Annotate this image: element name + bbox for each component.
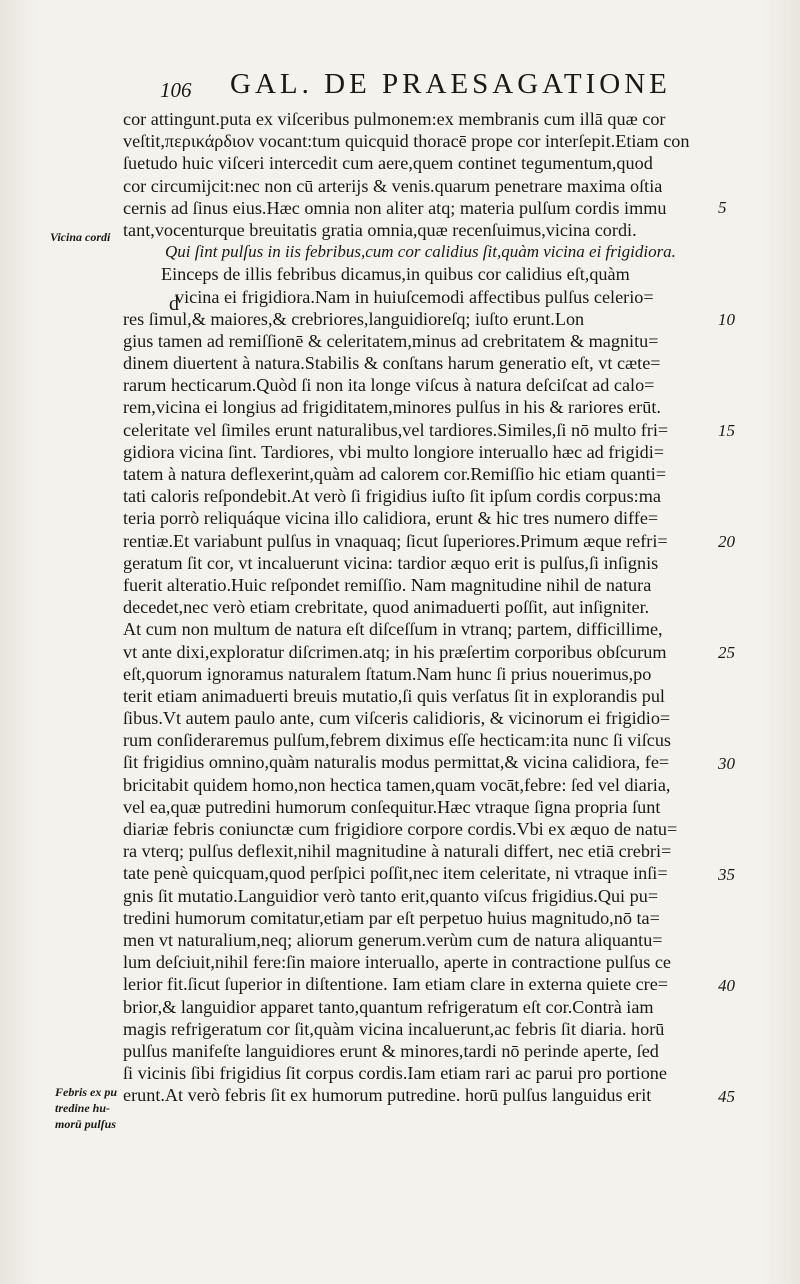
text-line: rum conſideraremus pulſum,febrem diximus eſſe hecticam:ita nunc ſi viſcus	[123, 730, 671, 751]
folio-number: 106	[160, 78, 192, 102]
text-line: tatem à natura deflexerint,quàm ad calorem cor.Remiſſio hic etiam quanti=	[123, 464, 667, 484]
margin-note-febris-line: tredine hu-	[55, 1101, 111, 1115]
page-header	[160, 68, 720, 108]
section-heading: Qui ſint pulſus in iis febribus,cum cor calidius ſit,quàm vicina ei frigidiora.	[165, 242, 676, 262]
text-line: terit etiam animaduerti breuis mutatio,ſi quis verſatus ſit in explorandis pul	[123, 685, 665, 706]
line-number: 25	[718, 643, 735, 662]
line-number: 45	[718, 1087, 735, 1106]
text-line: dinem diuertent à natura.Stabilis & conſtans harum generatio eſt, vt cæte=	[123, 353, 661, 374]
text-line: res ſimul,& maiores,& crebriores,languidioreſq; iuſto erunt.Lon	[123, 308, 585, 329]
text-line: ſibus.Vt autem paulo ante, cum viſceris calidioris, & vicinorum ei frigidio=	[123, 708, 671, 729]
text-line: fuerit alteratio.Huic reſpondet remiſſio. Nam magnitudine nihil de natura	[123, 574, 652, 595]
text-line: tate penè quicquam,quod perſpici poſſit,nec item celeritate, ni vtraque inſi=	[123, 863, 668, 884]
text-line: vel ea,quæ putredini humorum conſequitur.Hæc vtraque ſigna propria ſunt	[123, 796, 661, 817]
margin-note-febris	[55, 1084, 117, 1132]
text-line: cor circumijcit:nec non cū arterijs & venis.quarum penetrare maxima oſtia	[123, 175, 663, 196]
text-line: cor attingunt.puta ex viſceribus pulmonem:ex membranis cum illā quæ cor	[123, 109, 666, 129]
line-number: 20	[718, 532, 735, 551]
text-line: geratum ſit cor, vt incaluerunt vicina: tardior æquo erit is pulſus,ſi inſignis	[123, 552, 659, 573]
text-line: gnis ſit mutatio.Languidior verò tanto erit,quanto viſcus frigidius.Qui pu=	[123, 885, 659, 906]
text-line: diariæ febris coniunctæ cum frigidiore corpore cordis.Vbi ex æquo de natu=	[123, 819, 678, 839]
text-line: ra vterq; pulſus deflexit,nihil magnitudine à naturali differt, nec etiā crebri=	[123, 841, 672, 862]
text-line: bricitabit quidem homo,non hectica tamen,quam vocāt,febre: ſed vel diaria,	[123, 774, 671, 795]
text-line: celeritate vel ſimiles erunt naturalibus,vel tardiores.Similes,ſi nō multo fri=	[123, 419, 669, 440]
text-line: tant,vocenturque breuitatis gratia omnia,quæ recenſuimus,vicina cordi.	[123, 219, 637, 240]
line-number: 35	[718, 865, 735, 884]
line-number: 10	[718, 310, 735, 329]
text-line: tati caloris reſpondebit.At verò ſi frigidius iuſto ſit ipſum cordis corpus:ma	[123, 486, 661, 507]
text-line: ſit frigidius omnino,quàm naturalis modus permittat,& vicina calidiora, fe=	[123, 752, 670, 773]
text-line: veſtit,περικάρδιον vocant:tum quicquid thoracē prope cor interſepit.Etiam con	[123, 131, 690, 152]
text-line: gidiora vicina ſint. Tardiores, vbi multo longiore interuallo hæc ad frigidi=	[123, 441, 665, 462]
text-line: rarum hecticarum.Quòd ſi non ita longe viſcus à natura deſciſcat ad calo=	[123, 375, 655, 396]
line-number: 30	[718, 754, 735, 773]
text-line: decedet,nec verò etiam crebritate, quod animaduerti poſſit, aut inſigniter.	[123, 597, 650, 618]
text-line: eſt,quorum ignoramus naturalem ſtatum.Nam hunc ſi prius nouerimus,po	[123, 663, 652, 684]
text-line: cernis ad ſinus eius.Hæc omnia non aliter atq; materia pulſum cordis immu	[123, 197, 667, 218]
line-number: 5	[718, 198, 727, 217]
text-line: ſi vicinis ſibi frigidius ſit corpus cordis.Iam etiam rari ac parui pro portione	[123, 1063, 667, 1084]
margin-note-vicina-cordi: Vicina cordi	[50, 230, 111, 244]
text-line: rentiæ.Et variabunt pulſus in vnaquaq; ſicut ſuperiores.Primum æque refri=	[123, 530, 668, 551]
margin-note-febris-line: morū pulſus	[55, 1117, 117, 1131]
text-block	[123, 108, 718, 1106]
text-line: lerior fit.ſicut ſuperior in diſtentione. Iam etiam clare in externa quiete cre=	[123, 974, 669, 995]
text-line: tredini humorum comitatur,etiam par eſt perpetuo huius magnitudo,nō ta=	[123, 907, 660, 928]
line-number: 40	[718, 976, 735, 995]
text-line: gius tamen ad remiſſionē & celeritatem,minus ad crebritatem & magnitu=	[123, 330, 659, 351]
text-line: vicina ei frigidiora.Nam in huiuſcemodi affectibus pulſus celerio=	[175, 286, 654, 307]
text-line: lum deſciuit,nihil fere:ſin maiore interuallo, aperte in contractione pulſus ce	[123, 952, 671, 973]
marginal-letter: d	[169, 293, 179, 315]
text-line: At cum non multum de natura eſt diſceſſum in vtranq; partem, difficillime,	[123, 619, 663, 640]
text-line: pulſus manifeſte languidiores erunt & minores,tardi nō perinde aperte, ſed	[123, 1040, 659, 1061]
text-line: magis refrigeratum cor ſit,quàm vicina incaluerunt,ac febris ſit diaria. horū	[123, 1018, 665, 1039]
running-head: GAL. DE PRAESAGATIONE	[230, 68, 671, 100]
text-line: brior,& languidior apparet tanto,quantum refrigeratum eſt cor.Contrà iam	[123, 996, 654, 1017]
text-line: rem,vicina ei longius ad frigiditatem,minores pulſus in his & rariores erūt.	[123, 397, 661, 418]
text-line: erunt.At verò febris ſit ex humorum putredine. horū pulſus languidus erit	[123, 1085, 652, 1106]
text-line: vt ante dixi,exploratur diſcrimen.atq; in his præſertim corporibus obſcurum	[123, 641, 667, 662]
margin-note-febris-line: Febris ex pu	[55, 1085, 118, 1099]
line-number: 15	[718, 421, 735, 440]
text-line: men vt naturalium,neq; aliorum generum.verùm cum de natura aliquantu=	[123, 929, 663, 950]
text-line: Einceps de illis febribus dicamus,in quibus cor calidius eſt,quàm	[161, 264, 630, 285]
text-line: teria porrò reliquáque vicina illo calidiora, erunt & hic tres numero diffe=	[123, 508, 659, 529]
text-line: ſuetudo huic viſceri intercedit cum aere,quem continet tegumentum,quod	[123, 153, 653, 174]
